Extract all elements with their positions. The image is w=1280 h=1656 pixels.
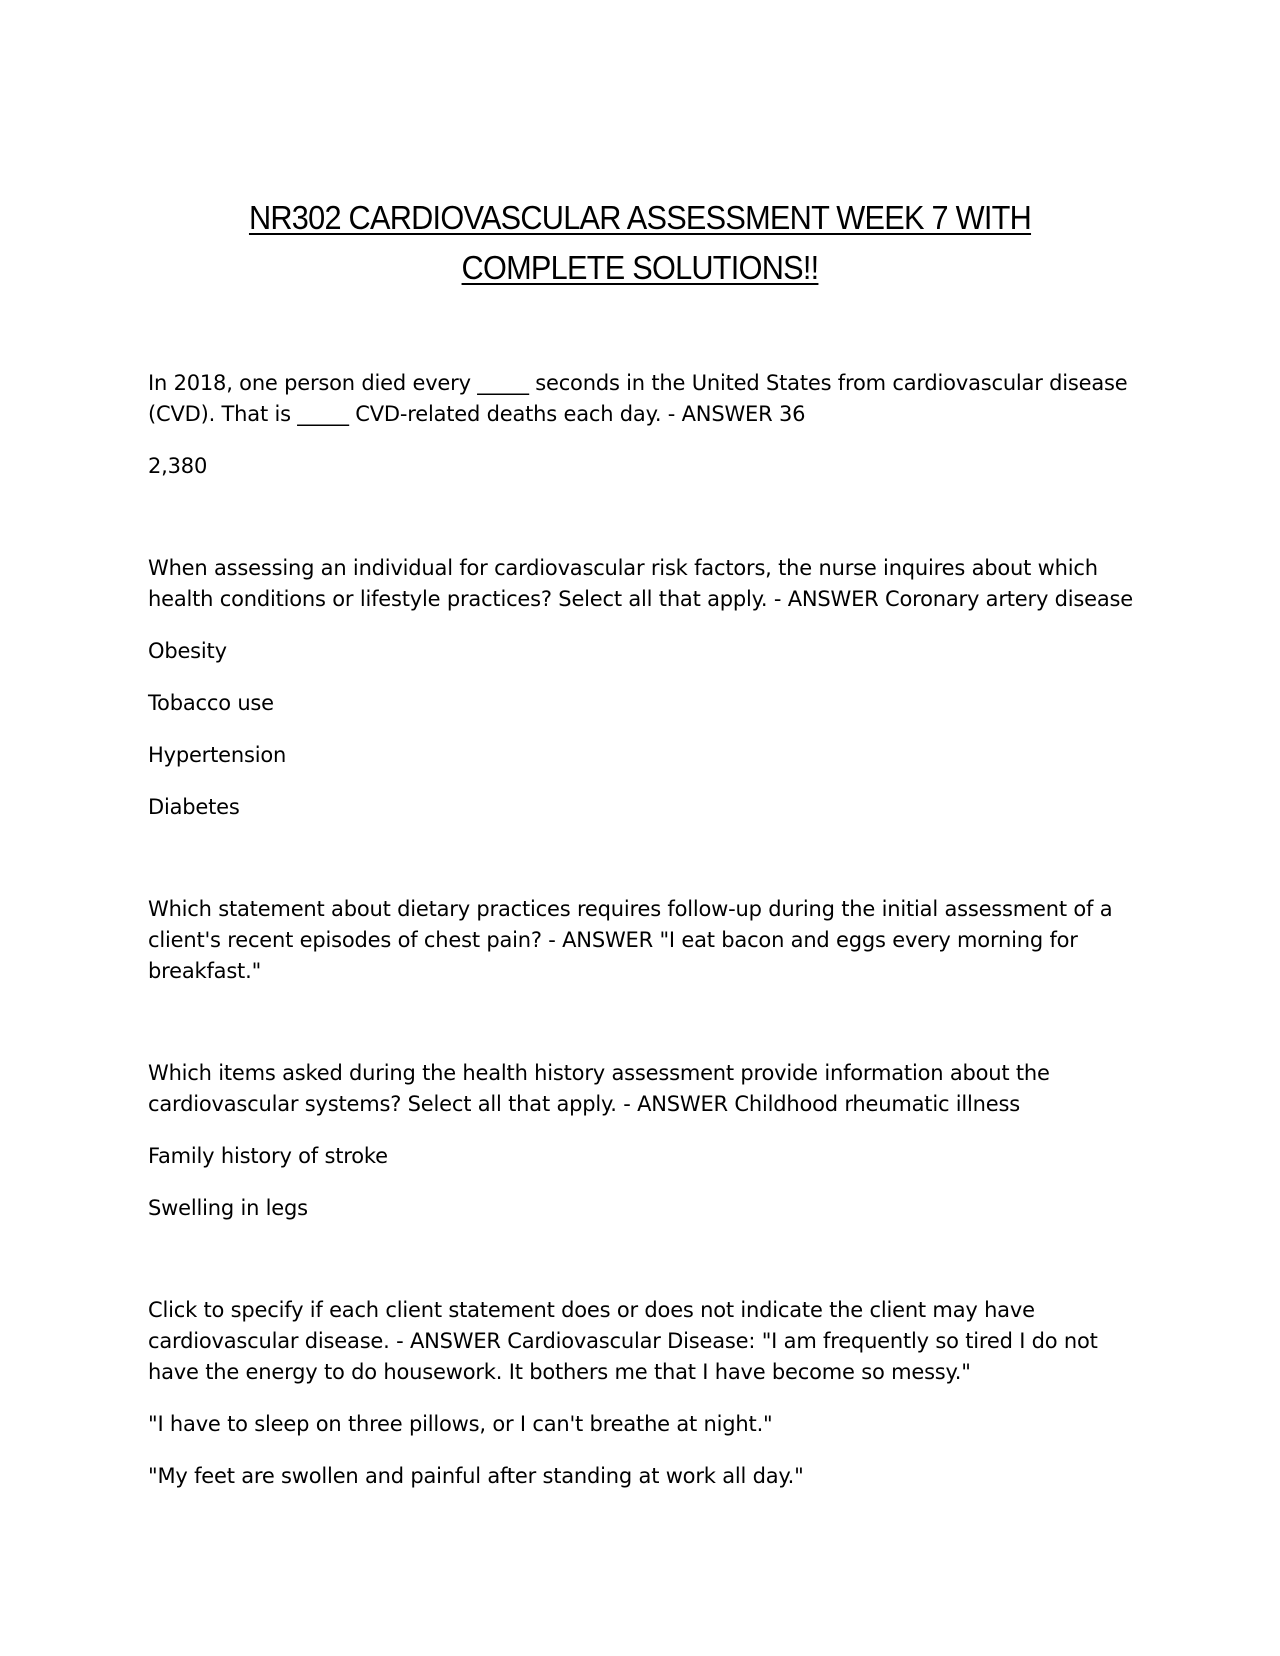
question-block	[148, 553, 1138, 823]
answer-item: Family history of stroke	[148, 1144, 388, 1168]
document-body	[148, 368, 1138, 1492]
answer-item: Tobacco use	[148, 691, 274, 715]
question-text: Click to specify if each client statement does or does not indicate the client may have cardiovascular disease. - ANSWER Cardiovascular Disease: "I am frequently so tired I do not have the energy to do housework. It bothers me that I have become so messy."	[148, 1298, 1098, 1384]
answer-item: Obesity	[148, 639, 227, 663]
title-line-2: COMPLETE SOLUTIONS!!	[461, 249, 819, 286]
question-block	[148, 368, 1138, 482]
document-title	[45, 193, 1235, 293]
question-block	[148, 1058, 1138, 1224]
question-block	[148, 894, 1138, 987]
question-text: When assessing an individual for cardiovascular risk factors, the nurse inquires about which health conditions or lifestyle practices? Select all that apply. - ANSWER Coronary artery disease	[148, 556, 1134, 611]
question-text: Which statement about dietary practices requires follow-up during the initial assessment of a client's recent episodes of chest pain? - ANSWER "I eat bacon and eggs every morning for breakfast."	[148, 897, 1113, 983]
question-text: Which items asked during the health history assessment provide information about the cardiovascular systems? Select all that apply. - ANSWER Childhood rheumatic illness	[148, 1061, 1050, 1116]
answer-item: "My feet are swollen and painful after standing at work all day."	[148, 1464, 804, 1488]
question-text: In 2018, one person died every _____ seconds in the United States from cardiovascular disease (CVD). That is _____ CVD-related deaths each day. - ANSWER 36	[148, 371, 1128, 426]
answer-item: "I have to sleep on three pillows, or I can't breathe at night."	[148, 1412, 773, 1436]
title-line-1: NR302 CARDIOVASCULAR ASSESSMENT WEEK 7 WITH	[248, 199, 1032, 236]
answer-item: Diabetes	[148, 795, 240, 819]
answer-item: Hypertension	[148, 743, 287, 767]
answer-item: 2,380	[148, 454, 208, 478]
question-block	[148, 1295, 1138, 1492]
answer-item: Swelling in legs	[148, 1196, 308, 1220]
